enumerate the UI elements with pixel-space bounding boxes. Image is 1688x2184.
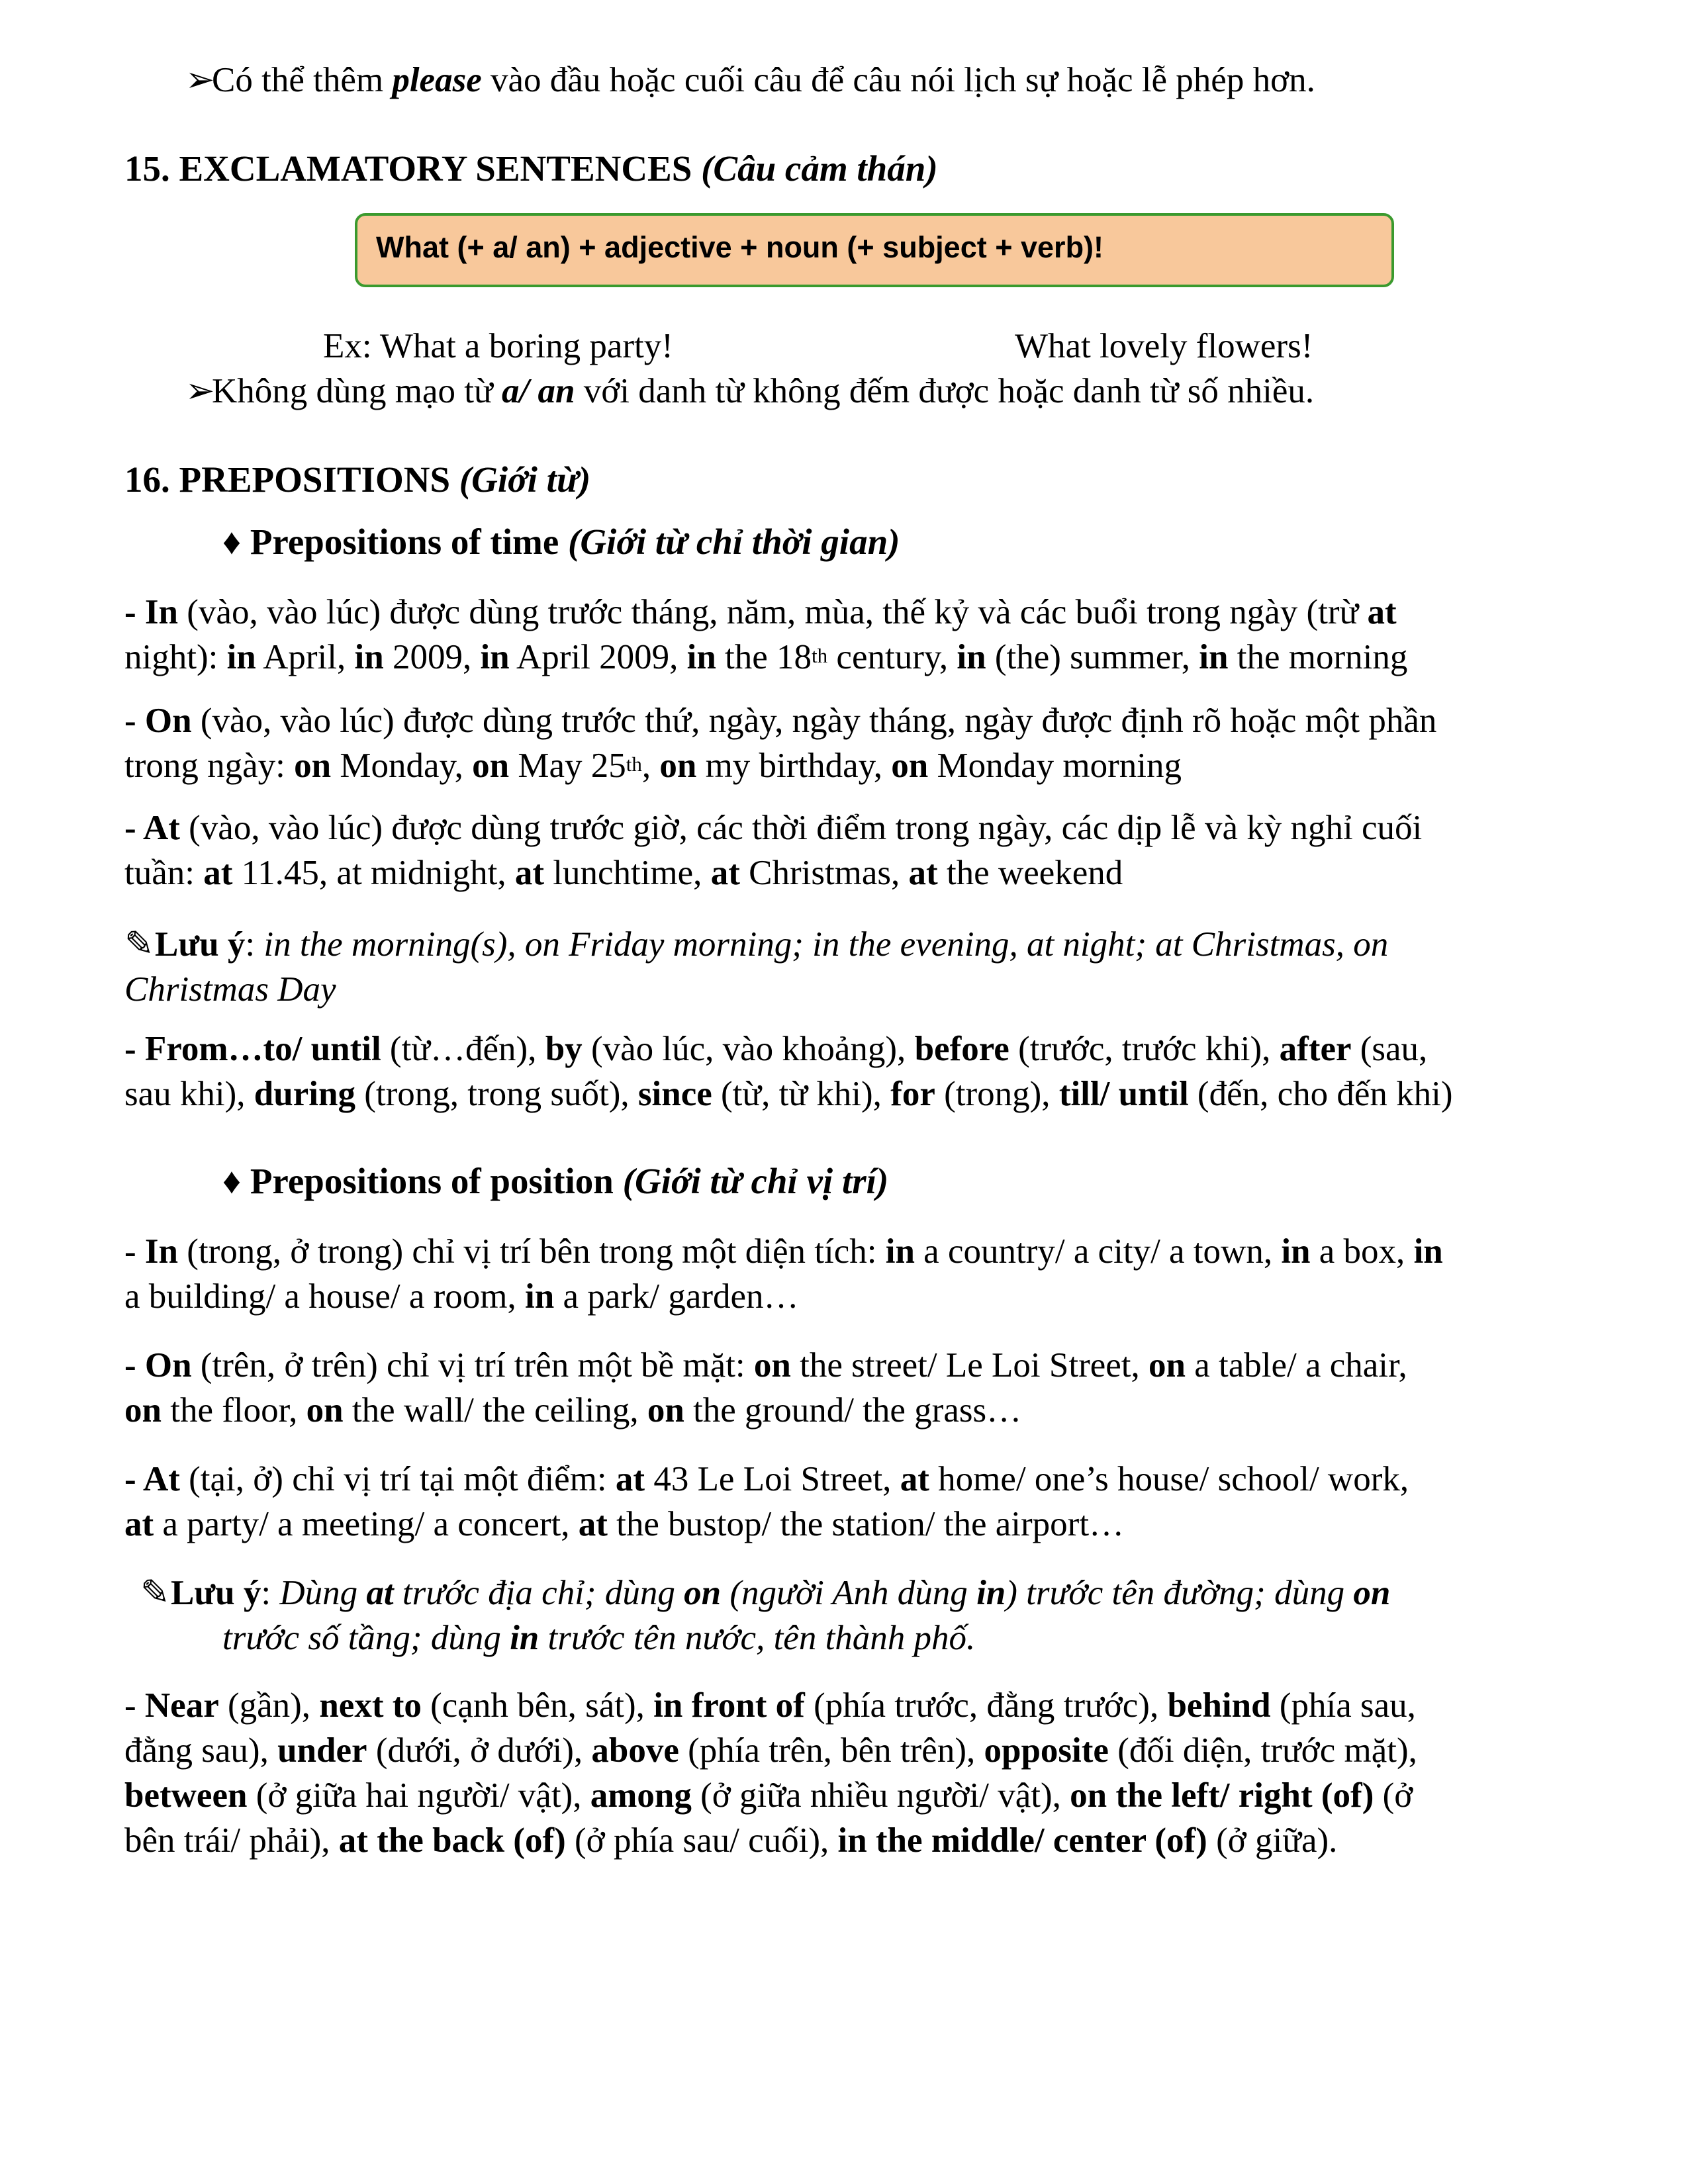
example-1: Ex: What a boring party! [323, 327, 673, 365]
position-subtitle: ♦ Prepositions of position (Giới từ chỉ vị trí) [222, 1161, 889, 1201]
section-16-title: 16. PREPOSITIONS (Giới từ) [124, 459, 591, 500]
time-in-line-1: - In (vào, vào lúc) được dùng trước tháng, năm, mùa, thế kỷ và các buổi trong ngày (trừ at [124, 593, 1397, 631]
position-in-line-2: a building/ a house/ a room, in a park/ garden… [124, 1277, 799, 1316]
time-at-line-1: - At (vào, vào lúc) được dùng trước giờ, các thời điểm trong ngày, các dịp lễ và kỳ nghỉ cuối [124, 809, 1423, 847]
time-at-line-2: tuần: at 11.45, at midnight, at lunchtime, at Christmas, at the weekend [124, 854, 1123, 892]
time-subtitle: ♦ Prepositions of time (Giới từ chỉ thời gian) [222, 522, 900, 562]
position-note-line-2: trước số tầng; dùng in trước tên nước, tên thành phố. [222, 1619, 976, 1657]
formula-text: What (+ a/ an) + adjective + noun (+ subject + verb)! [376, 230, 1104, 264]
formula-box [355, 213, 1394, 287]
time-note-line-2: Christmas Day [124, 970, 336, 1009]
position-at-line-1: - At (tại, ở) chỉ vị trí tại một điểm: at 43 Le Loi Street, at home/ one’s house/ school/ work, [124, 1460, 1409, 1498]
time-other-line-2: sau khi), during (trong, trong suốt), since (từ, từ khi), for (trong), till/ until (đến, cho đến khi) [124, 1075, 1453, 1113]
arrow-bullet-icon: ➢ [185, 372, 215, 410]
position-at-line-2: at a party/ a meeting/ a concert, at the bustop/ the station/ the airport… [124, 1505, 1125, 1543]
example-2: What lovely flowers! [1015, 327, 1313, 365]
arrow-bullet-icon: ➢ [185, 61, 215, 99]
time-in-line-2: night): in April, in 2009, in April 2009, in the 18th century, in (the) summer, in the morning [124, 638, 1408, 676]
please-note: ➢Có thể thêm please vào đầu hoặc cuối câu để câu nói lịch sự hoặc lễ phép hơn. [185, 58, 1315, 102]
position-other-line-1: - Near (gần), next to (cạnh bên, sát), in front of (phía trước, đằng trước), behind (phía sau, [124, 1686, 1416, 1725]
time-note-line-1: ✎Lưu ý: in the morning(s), on Friday morning; in the evening, at night; at Christmas, on [124, 923, 1388, 966]
section-15-title: 15. EXCLAMATORY SENTENCES (Câu cảm thán) [124, 148, 938, 189]
pencil-note-icon: ✎ [140, 1574, 170, 1612]
pencil-note-icon: ✎ [124, 925, 154, 964]
position-note-line-1: ✎Lưu ý: Dùng at trước địa chỉ; dùng on (người Anh dùng in) trước tên đường; dùng on [140, 1571, 1390, 1615]
position-on-line-2: on the floor, on the wall/ the ceiling, on the ground/ the grass… [124, 1391, 1022, 1430]
time-other-line-1: - From…to/ until (từ…đến), by (vào lúc, vào khoảng), before (trước, trước khi), after (sau, [124, 1030, 1428, 1068]
position-other-line-4: bên trái/ phải), at the back (of) (ở phía sau/ cuối), in the middle/ center (of) (ở giữa). [124, 1821, 1338, 1860]
position-other-line-3: between (ở giữa hai người/ vật), among (ở giữa nhiều người/ vật), on the left/ right (of) (ở [124, 1776, 1413, 1815]
time-on-line-2: trong ngày: on Monday, on May 25th, on my birthday, on Monday morning [124, 747, 1182, 785]
position-on-line-1: - On (trên, ở trên) chỉ vị trí trên một bề mặt: on the street/ Le Loi Street, on a table/ a chair, [124, 1346, 1407, 1385]
article-note: ➢Không dùng mạo từ a/ an với danh từ không đếm được hoặc danh từ số nhiều. [185, 369, 1314, 413]
position-other-line-2: đằng sau), under (dưới, ở dưới), above (phía trên, bên trên), opposite (đối diện, trước mặt), [124, 1731, 1417, 1770]
position-in-line-1: - In (trong, ở trong) chỉ vị trí bên trong một diện tích: in a country/ a city/ a town, in a box, in [124, 1232, 1443, 1271]
time-on-line-1: - On (vào, vào lúc) được dùng trước thứ, ngày, ngày tháng, ngày được định rõ hoặc một phần [124, 702, 1437, 740]
